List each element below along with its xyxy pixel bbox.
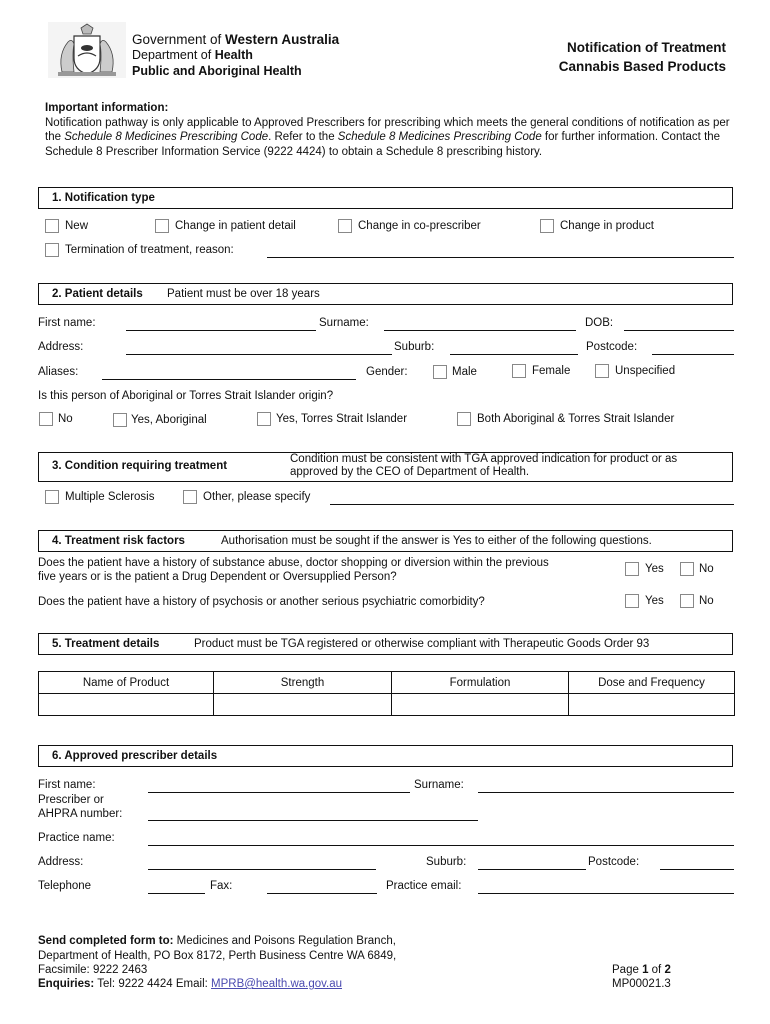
label-ahpra-line-1: Prescriber or (38, 794, 104, 806)
risk-question-2: Does the patient have a history of psychosis or another serious psychiatric comorbidity? (38, 596, 485, 608)
checkbox-change-product[interactable] (540, 219, 554, 233)
practice-name-field[interactable] (148, 845, 734, 846)
form-title-line-1: Notification of Treatment (566, 40, 726, 55)
product-name-cell[interactable] (39, 694, 214, 716)
label-prescriber-address: Address: (38, 856, 84, 868)
checkbox-q2-yes[interactable] (625, 594, 639, 608)
prescriber-suburb-field[interactable] (478, 869, 586, 870)
footer-enquiries: Enquiries: Tel: 9222 4424 Email: MPRB@health.wa.gov.au (38, 978, 343, 990)
label-suburb: Suburb: (394, 341, 435, 353)
label-change-patient-detail: Change in patient detail (175, 220, 296, 232)
label-female: Female (532, 365, 571, 377)
label-change-product: Change in product (560, 220, 654, 232)
checkbox-other-condition[interactable] (183, 490, 197, 504)
other-condition-field[interactable] (330, 504, 734, 505)
label-q1-yes: Yes (645, 563, 664, 575)
label-gender: Gender: (366, 366, 408, 378)
dose-frequency-cell[interactable] (569, 694, 735, 716)
suburb-field[interactable] (450, 354, 578, 355)
wa-government-crest-icon (48, 22, 126, 78)
formulation-cell[interactable] (392, 694, 569, 716)
label-male: Male (452, 366, 477, 378)
section-treatment-details: 5. Treatment details Product must be TGA registered or otherwise compliant with Therapeutic Goods Order 93 (38, 633, 733, 655)
label-new: New (65, 220, 89, 232)
footer-facsimile: Facsimile: 9222 2463 (38, 964, 148, 976)
gov-line-3: Public and Aboriginal Health (132, 64, 302, 78)
label-fax: Fax: (210, 880, 233, 892)
checkbox-q2-no[interactable] (680, 594, 694, 608)
label-both: Both Aboriginal & Torres Strait Islander (477, 413, 675, 425)
label-q1-no: No (699, 563, 714, 575)
label-dob: DOB: (585, 317, 614, 329)
form-title-line-2: Cannabis Based Products (558, 59, 726, 74)
label-prescriber-surname: Surname: (414, 779, 464, 791)
enquiries-email-link[interactable]: MPRB@health.wa.gov.au (211, 978, 343, 990)
column-header: Strength (214, 672, 392, 694)
checkbox-yes-aboriginal[interactable] (113, 413, 127, 427)
checkbox-q1-no[interactable] (680, 562, 694, 576)
checkbox-change-coprescriber[interactable] (338, 219, 352, 233)
label-yes-torres-strait: Yes, Torres Strait Islander (276, 413, 408, 425)
label-practice-email: Practice email: (386, 880, 462, 892)
column-header: Dose and Frequency (569, 672, 735, 694)
section-notification-type: 1. Notification type (38, 187, 733, 209)
practice-email-field[interactable] (478, 893, 734, 894)
label-termination: Termination of treatment, reason: (65, 244, 234, 256)
gov-line-1: Government of Western Australia (132, 32, 340, 47)
checkbox-q1-yes[interactable] (625, 562, 639, 576)
prescriber-postcode-field[interactable] (660, 869, 734, 870)
surname-field[interactable] (384, 330, 576, 331)
label-postcode: Postcode: (586, 341, 638, 353)
ahpra-number-field[interactable] (148, 820, 478, 821)
footer-address: Department of Health, PO Box 8172, Perth Business Centre WA 6849, (38, 950, 397, 962)
checkbox-termination[interactable] (45, 243, 59, 257)
label-practice-name: Practice name: (38, 832, 115, 844)
label-yes-aboriginal: Yes, Aboriginal (131, 414, 207, 426)
label-aliases: Aliases: (38, 366, 79, 378)
risk-question-1-line-2: five years or is the patient a Drug Dependent or Oversupplied Person? (38, 571, 397, 583)
termination-reason-field[interactable] (267, 257, 734, 258)
label-first-name: First name: (38, 317, 96, 329)
label-unspecified: Unspecified (615, 365, 676, 377)
risk-question-1-line-1: Does the patient have a history of substance abuse, doctor shopping or diversion within the previous (38, 557, 549, 569)
treatment-table (38, 671, 735, 716)
page-number: Page 1 of 2 (612, 964, 671, 976)
first-name-field[interactable] (126, 330, 316, 331)
checkbox-multiple-sclerosis[interactable] (45, 490, 59, 504)
postcode-field[interactable] (652, 354, 734, 355)
table-row (39, 694, 735, 716)
strength-cell[interactable] (214, 694, 392, 716)
checkbox-yes-torres-strait[interactable] (257, 412, 271, 426)
gov-line-2: Department of Health (132, 48, 253, 62)
footer-send-to: Send completed form to: Medicines and Poisons Regulation Branch, (38, 935, 396, 947)
label-q2-yes: Yes (645, 595, 664, 607)
checkbox-female[interactable] (512, 364, 526, 378)
checkbox-male[interactable] (433, 365, 447, 379)
label-other-condition: Other, please specify (203, 491, 311, 503)
origin-question: Is this person of Aboriginal or Torres Strait Islander origin? (38, 390, 334, 402)
label-surname: Surname: (319, 317, 369, 329)
checkbox-new[interactable] (45, 219, 59, 233)
label-address: Address: (38, 341, 84, 353)
prescriber-surname-field[interactable] (478, 792, 734, 793)
important-information: Important information: Notification pathway is only applicable to Approved Prescribers for prescribing which meets the general conditions of notification as per the Schedule 8 Medicines Prescribing Code. Refer to the Schedule 8 Medicines Prescribing Code for further information. Contact the Schedule 8 Prescriber Information Service (9222 4424) to obtain a Schedule 8 prescribing history. (45, 102, 730, 158)
label-change-coprescriber: Change in co-prescriber (358, 220, 481, 232)
fax-field[interactable] (267, 893, 377, 894)
section-condition: 3. Condition requiring treatment Condition must be consistent with TGA approved indication for product or as approved by the CEO of Department of Health. (38, 452, 733, 482)
aliases-field[interactable] (102, 379, 356, 380)
section-prescriber-details: 6. Approved prescriber details (38, 745, 733, 767)
label-multiple-sclerosis: Multiple Sclerosis (65, 491, 155, 503)
label-ahpra-line-2: AHPRA number: (38, 808, 123, 820)
address-field[interactable] (126, 354, 392, 355)
prescriber-first-name-field[interactable] (148, 792, 410, 793)
table-header-row (39, 672, 735, 694)
checkbox-change-patient-detail[interactable] (155, 219, 169, 233)
section-risk-factors: 4. Treatment risk factors Authorisation must be sought if the answer is Yes to either of the following questions. (38, 530, 733, 552)
section-patient-details: 2. Patient details Patient must be over 18 years (38, 283, 733, 305)
checkbox-unspecified[interactable] (595, 364, 609, 378)
column-header: Formulation (392, 672, 569, 694)
checkbox-origin-no[interactable] (39, 412, 53, 426)
column-header: Name of Product (39, 672, 214, 694)
label-prescriber-first-name: First name: (38, 779, 96, 791)
checkbox-both[interactable] (457, 412, 471, 426)
label-prescriber-postcode: Postcode: (588, 856, 640, 868)
label-q2-no: No (699, 595, 714, 607)
dob-field[interactable] (624, 330, 734, 331)
label-prescriber-suburb: Suburb: (426, 856, 467, 868)
form-code: MP00021.3 (612, 978, 671, 990)
label-origin-no: No (58, 413, 73, 425)
telephone-field[interactable] (148, 893, 205, 894)
label-telephone: Telephone (38, 880, 92, 892)
prescriber-address-field[interactable] (148, 869, 376, 870)
